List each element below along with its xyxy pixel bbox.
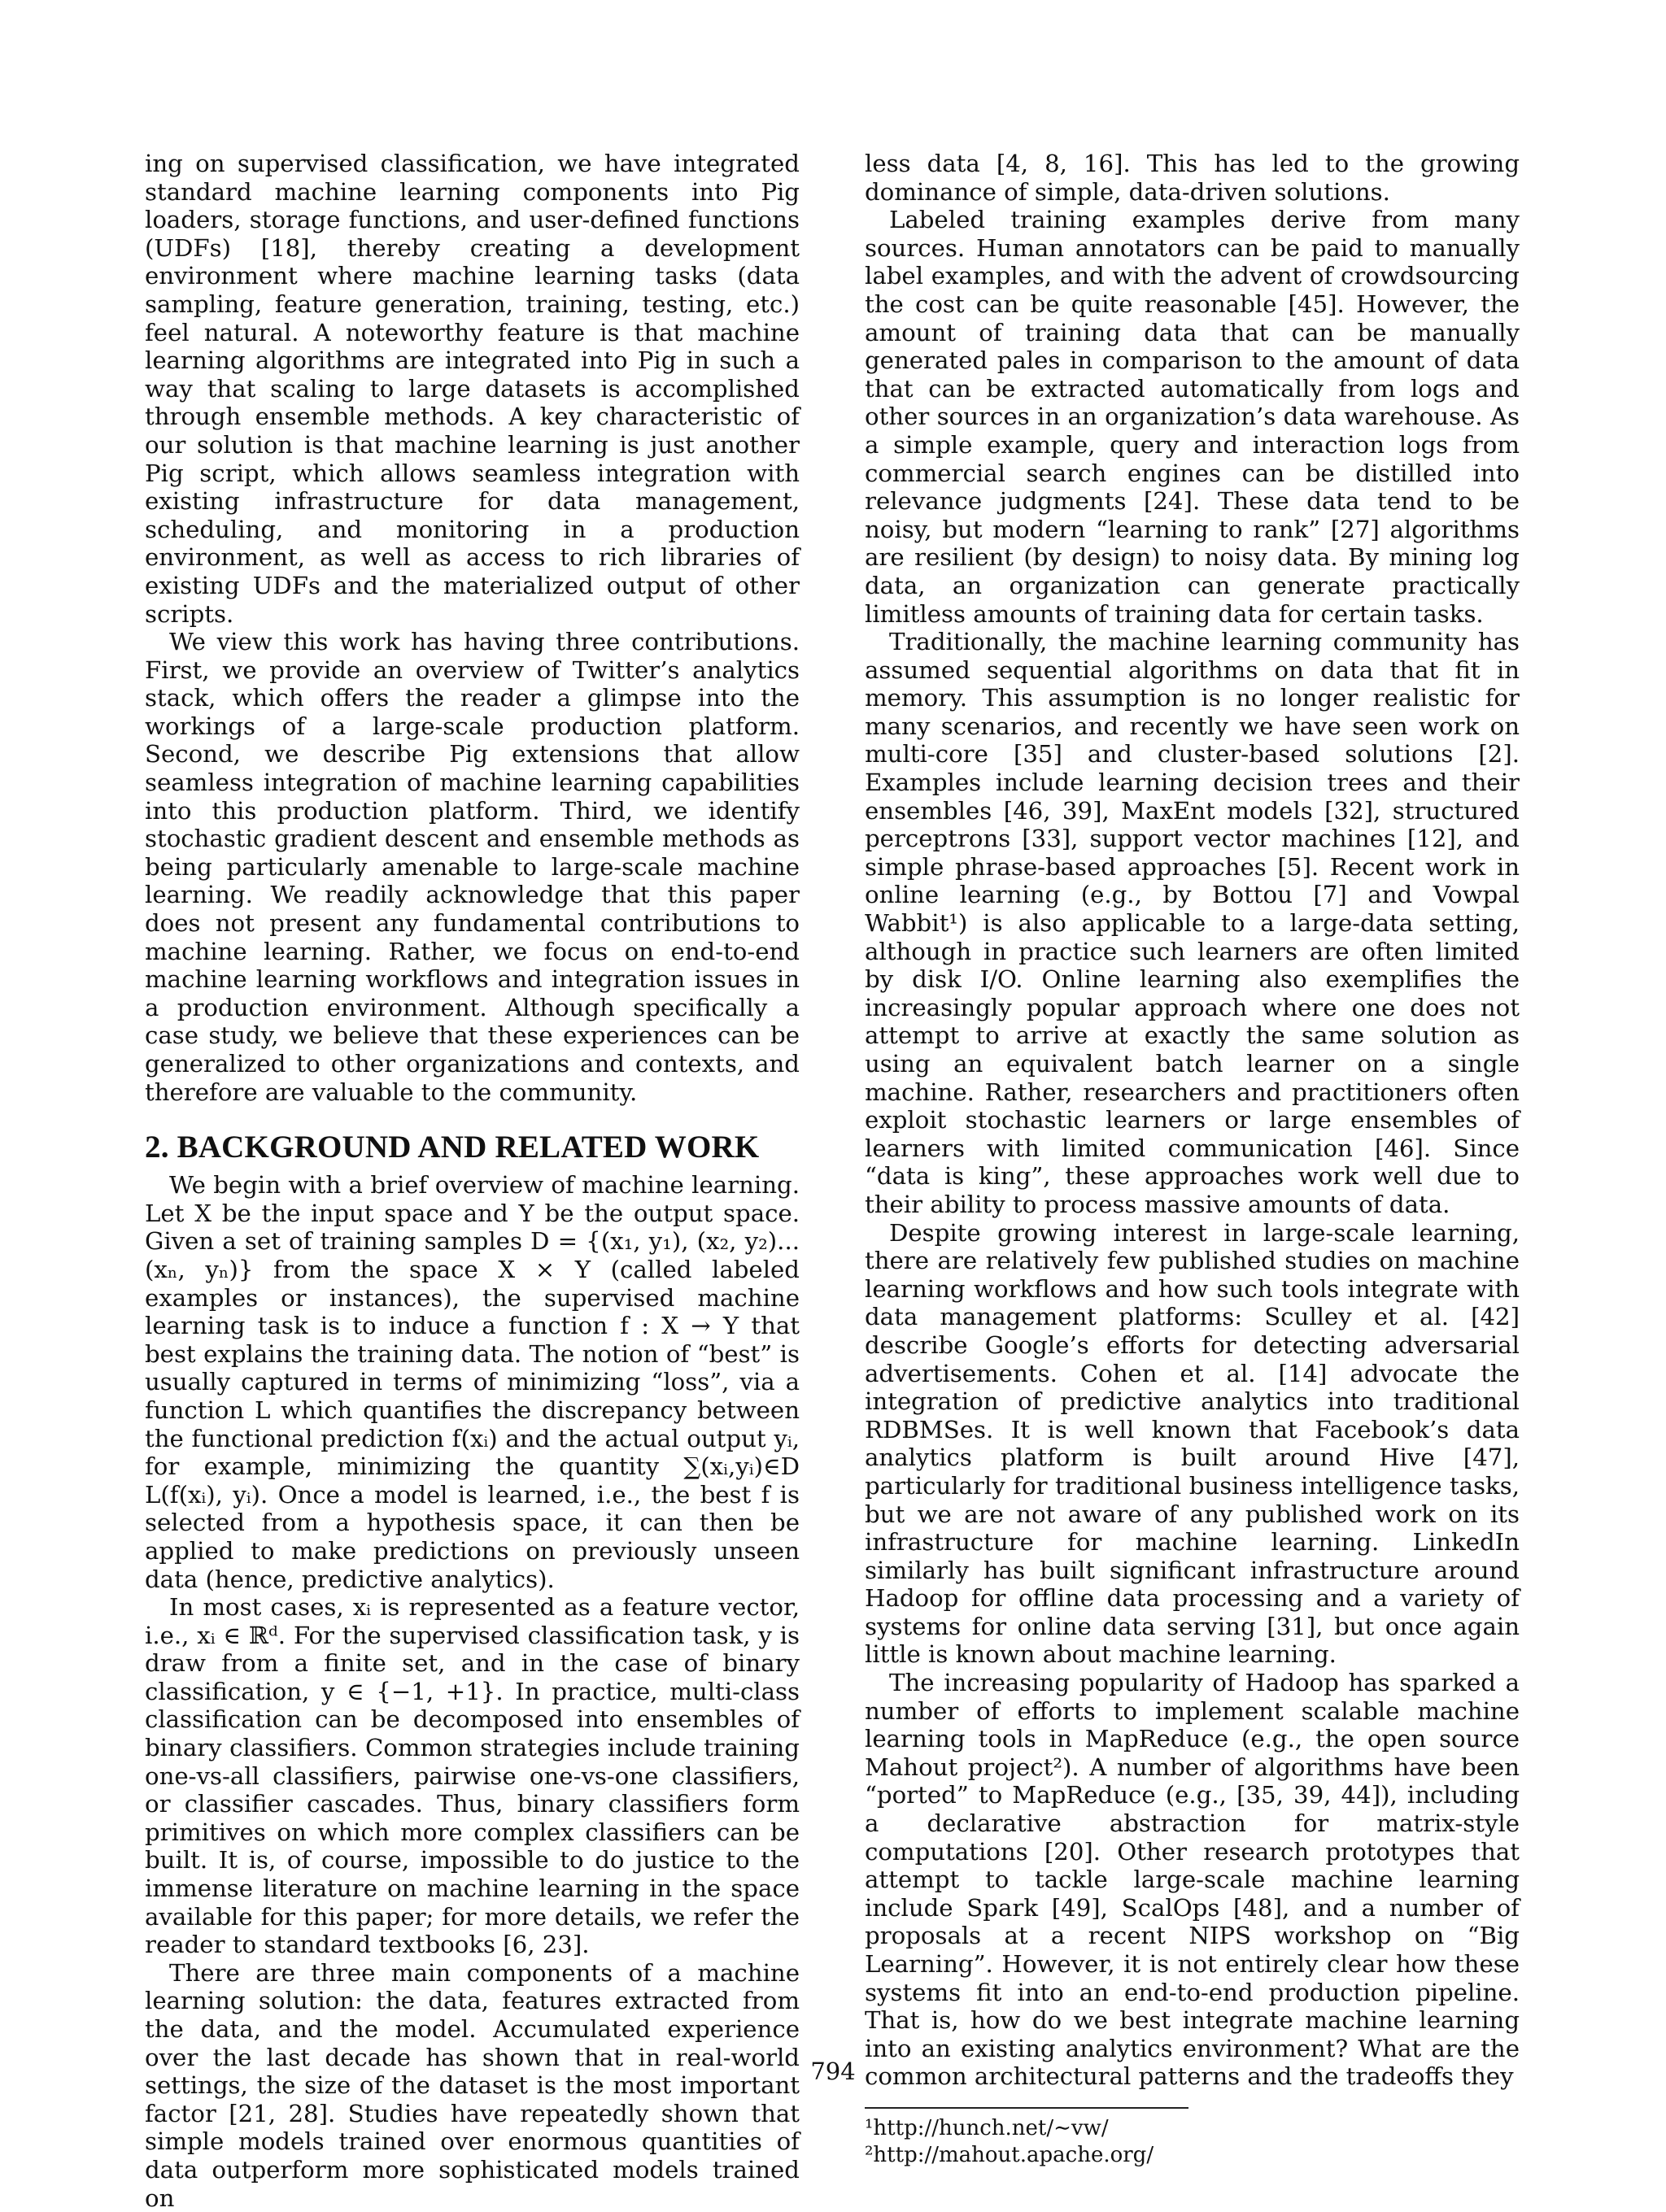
paragraph: less data [4, 8, 16]. This has led to the growing dominance of simple, data-driven solutions. [865, 150, 1520, 206]
paragraph: Traditionally, the machine learning community has assumed sequential algorithms on data that fit in memory. This assumption is no longer realistic for many scenarios, and recently we have seen work on multi-core [35] and cluster-based solutions [2]. Examples include learning decision trees and their ensembles [46, 39], MaxEnt models [32], structured perceptrons [33], support vector machines [12], and simple phrase-based approaches [5]. Recent work in online learning (e.g., by Bottou [7] and Vowpal Wabbit¹) is also applicable to a large-data setting, although in practice such learners are often limited by disk I/O. Online learning also exemplifies the increasingly popular approach where one does not attempt to arrive at exactly the same solution as using an equivalent batch learner on a single machine. Rather, researchers and practitioners often exploit stochastic learners or large ensembles of learners with limited communication [46]. Since “data is king”, these approaches work well due to their ability to process massive amounts of data. [865, 628, 1520, 1218]
footnote-divider [865, 2107, 1188, 2109]
right-column [865, 150, 1520, 2169]
paragraph: Labeled training examples derive from many sources. Human annotators can be paid to manually label examples, and with the advent of crowdsourcing the cost can be quite reasonable [45]. However, the amount of training data that can be manually generated pales in comparison to the amount of data that can be extracted automatically from logs and other sources in an organization’s data warehouse. As a simple example, query and interaction logs from commercial search engines can be distilled into relevance judgments [24]. These data tend to be noisy, but modern “learning to rank” [27] algorithms are resilient (by design) to noisy data. By mining log data, an organization can generate practically limitless amounts of training data for certain tasks. [865, 206, 1520, 628]
left-column [145, 150, 800, 2212]
paragraph: We begin with a brief overview of machine learning. Let X be the input space and Y be the output space. Given a set of training samples D = {(x₁, y₁), (x₂, y₂)...(xₙ, yₙ)} from the space X × Y (called labeled examples or instances), the supervised machine learning task is to induce a function f : X → Y that best explains the training data. The notion of “best” is usually captured in terms of minimizing “loss”, via a function L which quantifies the discrepancy between the functional prediction f(xᵢ) and the actual output yᵢ, for example, minimizing the quantity ∑(xᵢ,yᵢ)∈D L(f(xᵢ), yᵢ). Once a model is learned, i.e., the best f is selected from a hypothesis space, it can then be applied to make predictions on previously unseen data (hence, predictive analytics). [145, 1171, 800, 1593]
paragraph: The increasing popularity of Hadoop has sparked a number of efforts to implement scalable machine learning tools in MapReduce (e.g., the open source Mahout project²). A number of algorithms have been “ported” to MapReduce (e.g., [35, 39, 44]), including a declarative abstraction for matrix-style computations [20]. Other research prototypes that attempt to tackle large-scale machine learning include Spark [49], ScalOps [48], and a number of proposals at a recent NIPS workshop on “Big Learning”. However, it is not entirely clear how these systems fit into an end-to-end production pipeline. That is, how do we best integrate machine learning into an existing analytics environment? What are the common architectural patterns and the tradeoffs they [865, 1669, 1520, 2091]
paragraph: Despite growing interest in large-scale learning, there are relatively few published studies on machine learning workflows and how such tools integrate with data management platforms: Sculley et al. [42] describe Google’s efforts for detecting adversarial advertisements. Cohen et al. [14] advocate the integration of predictive analytics into traditional RDBMSes. It is well known that Facebook’s data analytics platform is built around Hive [47], particularly for traditional business intelligence tasks, but we are not aware of any published work on its infrastructure for machine learning. LinkedIn similarly has built significant infrastructure around Hadoop for offline data processing and a variety of systems for online data serving [31], but once again little is known about machine learning. [865, 1218, 1520, 1669]
footnote: ²http://mahout.apache.org/ [865, 2142, 1154, 2167]
footnote: ¹http://hunch.net/∼vw/ [865, 2115, 1109, 2140]
paragraph: ing on supervised classification, we have integrated standard machine learning components into Pig loaders, storage functions, and user-defined functions (UDFs) [18], thereby creating a development environment where machine learning tasks (data sampling, feature generation, training, testing, etc.) feel natural. A noteworthy feature is that machine learning algorithms are integrated into Pig in such a way that scaling to large datasets is accomplished through ensemble methods. A key characteristic of our solution is that machine learning is just another Pig script, which allows seamless integration with existing infrastructure for data management, scheduling, and monitoring in a production environment, as well as access to rich libraries of existing UDFs and the materialized output of other scripts. [145, 150, 800, 628]
paragraph: There are three main components of a machine learning solution: the data, features extracted from the data, and the model. Accumulated experience over the last decade has shown that in real-world settings, the size of the dataset is the most important factor [21, 28]. Studies have repeatedly shown that simple models trained over enormous quantities of data outperform more sophisticated models trained on [145, 1958, 800, 2212]
page-number: 794 [810, 2057, 856, 2085]
section-heading: 2. BACKGROUND AND RELATED WORK [145, 1130, 760, 1165]
paragraph: In most cases, xᵢ is represented as a feature vector, i.e., xᵢ ∈ ℝᵈ. For the supervised classification task, y is draw from a finite set, and in the case of binary classification, y ∈ {−1, +1}. In practice, multi-class classification can be decomposed into ensembles of binary classifiers. Common strategies include training one-vs-all classifiers, pairwise one-vs-one classifiers, or classifier cascades. Thus, binary classifiers form primitives on which more complex classifiers can be built. It is, of course, impossible to do justice to the immense literature on machine learning in the space available for this paper; for more details, we refer the reader to standard textbooks [6, 23]. [145, 1593, 800, 1959]
paragraph: We view this work has having three contributions. First, we provide an overview of Twitter’s analytics stack, which offers the reader a glimpse into the workings of a large-scale production platform. Second, we describe Pig extensions that allow seamless integration of machine learning capabilities into this production platform. Third, we identify stochastic gradient descent and ensemble methods as being particularly amenable to large-scale machine learning. We readily acknowledge that this paper does not present any fundamental contributions to machine learning. Rather, we focus on end-to-end machine learning workflows and integration issues in a production environment. Although specifically a case study, we believe that these experiences can be generalized to other organizations and contexts, and therefore are valuable to the community. [145, 628, 800, 1106]
